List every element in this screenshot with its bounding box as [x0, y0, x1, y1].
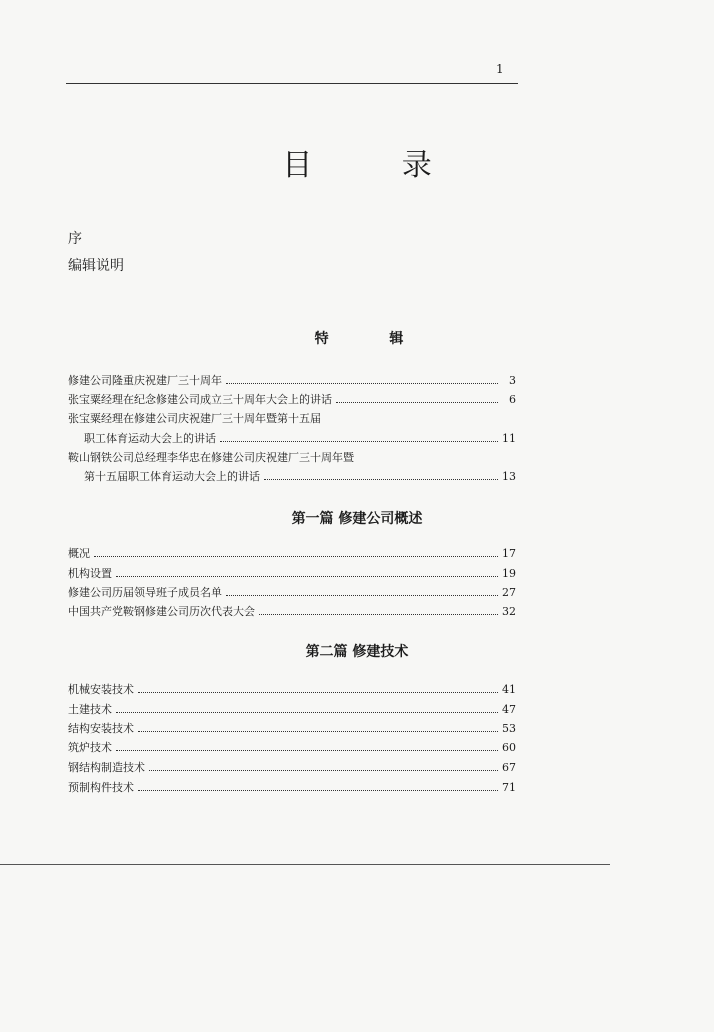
toc-entry-title: 修建公司隆重庆祝建厂三十周年	[68, 374, 222, 387]
dot-leader	[259, 614, 498, 615]
dot-leader	[138, 692, 498, 693]
toc-entry-title-line1[interactable]: 鞍山钢铁公司总经理李华忠在修建公司庆祝建厂三十周年暨	[68, 451, 354, 464]
toc-entry-page: 3	[509, 374, 516, 387]
part2-heading: 第二篇 修建技术	[305, 644, 409, 660]
toc-entry-page: 27	[502, 586, 516, 599]
toc-entry-page: 32	[502, 605, 516, 618]
page-number: 1	[496, 62, 504, 76]
toc-entry-title: 概况	[68, 547, 90, 560]
toc-entry-title: 中国共产党鞍钢修建公司历次代表大会	[68, 605, 255, 618]
bottom-rule	[0, 864, 610, 865]
toc-entry-title: 机械安装技术	[68, 683, 134, 696]
toc-entry-title: 预制构件技术	[68, 781, 134, 794]
toc-entry-title: 筑炉技术	[68, 741, 112, 754]
front-matter-preface[interactable]: 序	[68, 231, 82, 247]
toc-entry-page: 13	[502, 470, 516, 483]
toc-entry-title: 结构安装技术	[68, 722, 134, 735]
dot-leader	[116, 576, 498, 577]
toc-entry-page: 67	[502, 761, 516, 774]
toc-entry-page: 19	[502, 567, 516, 580]
dot-leader	[226, 595, 498, 596]
toc-entry-title: 机构设置	[68, 567, 112, 580]
toc-entry-title: 第十五届职工体育运动大会上的讲话	[84, 470, 260, 483]
dot-leader	[138, 790, 498, 791]
special-section-heading: 特 辑	[314, 331, 432, 347]
toc-entry-page: 47	[502, 703, 516, 716]
toc-entry-title: 土建技术	[68, 703, 112, 716]
toc-entry-page: 60	[502, 741, 516, 754]
toc-entry-page: 53	[502, 722, 516, 735]
part1-heading: 第一篇 修建公司概述	[291, 511, 423, 527]
page-title: 目 录	[282, 148, 472, 183]
toc-entry-title: 修建公司历届领导班子成员名单	[68, 586, 222, 599]
dot-leader	[264, 479, 498, 480]
toc-entry[interactable]	[68, 701, 516, 717]
toc-entry[interactable]	[68, 545, 516, 561]
dot-leader	[116, 750, 498, 751]
toc-entry[interactable]	[68, 584, 516, 600]
toc-entry-title: 钢结构制造技术	[68, 761, 145, 774]
toc-entry-title: 职工体育运动大会上的讲话	[84, 432, 216, 445]
dot-leader	[149, 770, 498, 771]
toc-entry-page: 71	[502, 781, 516, 794]
toc-entry[interactable]	[84, 468, 516, 484]
dot-leader	[220, 441, 498, 442]
toc-entry[interactable]	[68, 759, 516, 775]
toc-entry-page: 41	[502, 683, 516, 696]
toc-entry[interactable]	[68, 391, 516, 407]
dot-leader	[138, 731, 498, 732]
front-matter-editorial-notes[interactable]: 编辑说明	[68, 258, 124, 274]
dot-leader	[94, 556, 498, 557]
toc-entry-page: 6	[509, 393, 516, 406]
toc-entry[interactable]	[68, 720, 516, 736]
toc-entry-page: 11	[502, 432, 516, 445]
toc-entry[interactable]	[68, 739, 516, 755]
toc-entry[interactable]	[84, 430, 516, 446]
toc-entry[interactable]	[68, 779, 516, 795]
toc-entry-page: 17	[502, 547, 516, 560]
toc-entry-title-line1[interactable]: 张宝粟经理在修建公司庆祝建厂三十周年暨第十五届	[68, 412, 321, 425]
toc-entry[interactable]	[68, 681, 516, 697]
toc-entry[interactable]	[68, 372, 516, 388]
toc-entry[interactable]	[68, 603, 516, 619]
toc-entry[interactable]	[68, 565, 516, 581]
dot-leader	[116, 712, 498, 713]
header-rule	[66, 83, 518, 84]
dot-leader	[226, 383, 498, 384]
dot-leader	[336, 402, 498, 403]
toc-entry-title: 张宝粟经理在纪念修建公司成立三十周年大会上的讲话	[68, 393, 332, 406]
